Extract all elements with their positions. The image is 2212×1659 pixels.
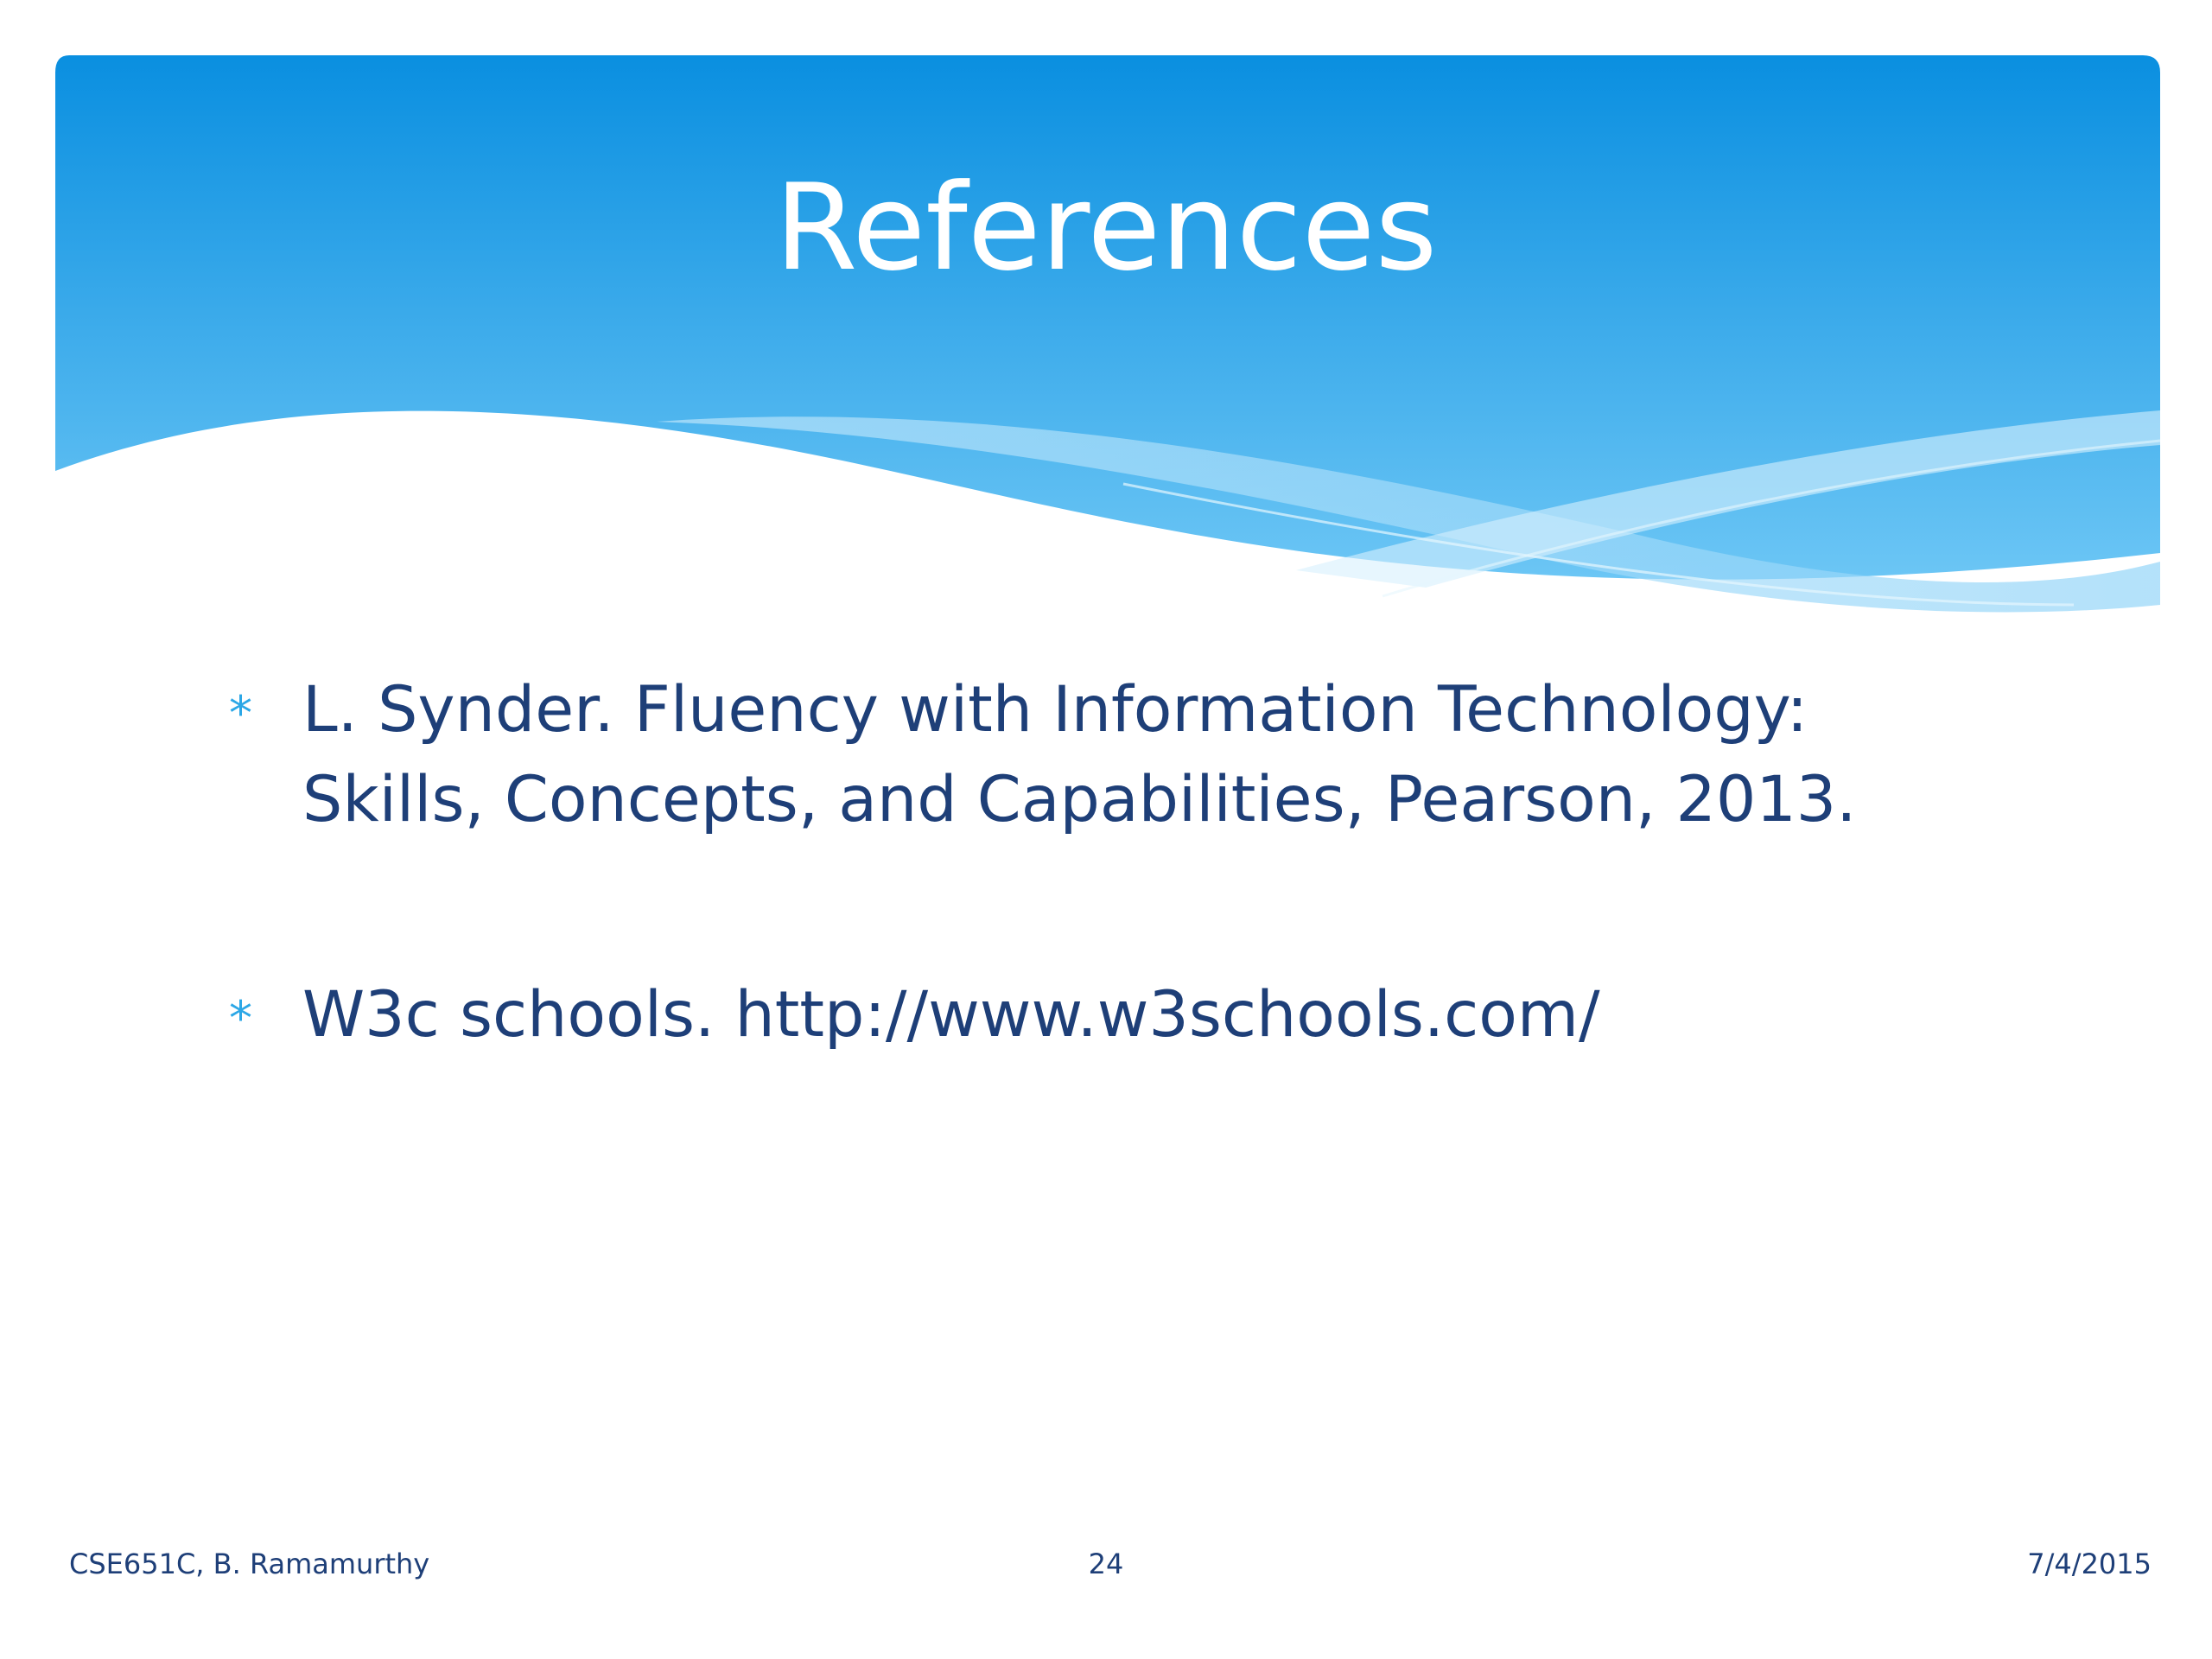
asterisk-bullet-icon: * xyxy=(229,686,252,741)
footer-page-number: 24 xyxy=(1088,1548,1124,1580)
reference-text-line: Skills, Concepts, and Capabilities, Pearson, 2013. xyxy=(302,763,1857,836)
reference-item xyxy=(229,665,2044,845)
footer-author: CSE651C, B. Ramamurthy xyxy=(69,1548,430,1580)
header-wave-background xyxy=(0,0,2212,657)
reference-text-line: W3c schools. http://www.w3schools.com/ xyxy=(302,978,1600,1052)
asterisk-bullet-icon: * xyxy=(229,991,252,1046)
reference-item xyxy=(229,970,2044,1060)
slide-title: References xyxy=(774,158,1438,297)
reference-list xyxy=(229,665,2044,1185)
footer-date: 7/4/2015 xyxy=(2027,1548,2152,1580)
reference-text-line: L. Synder. Fluency with Information Technology: xyxy=(302,673,1808,747)
